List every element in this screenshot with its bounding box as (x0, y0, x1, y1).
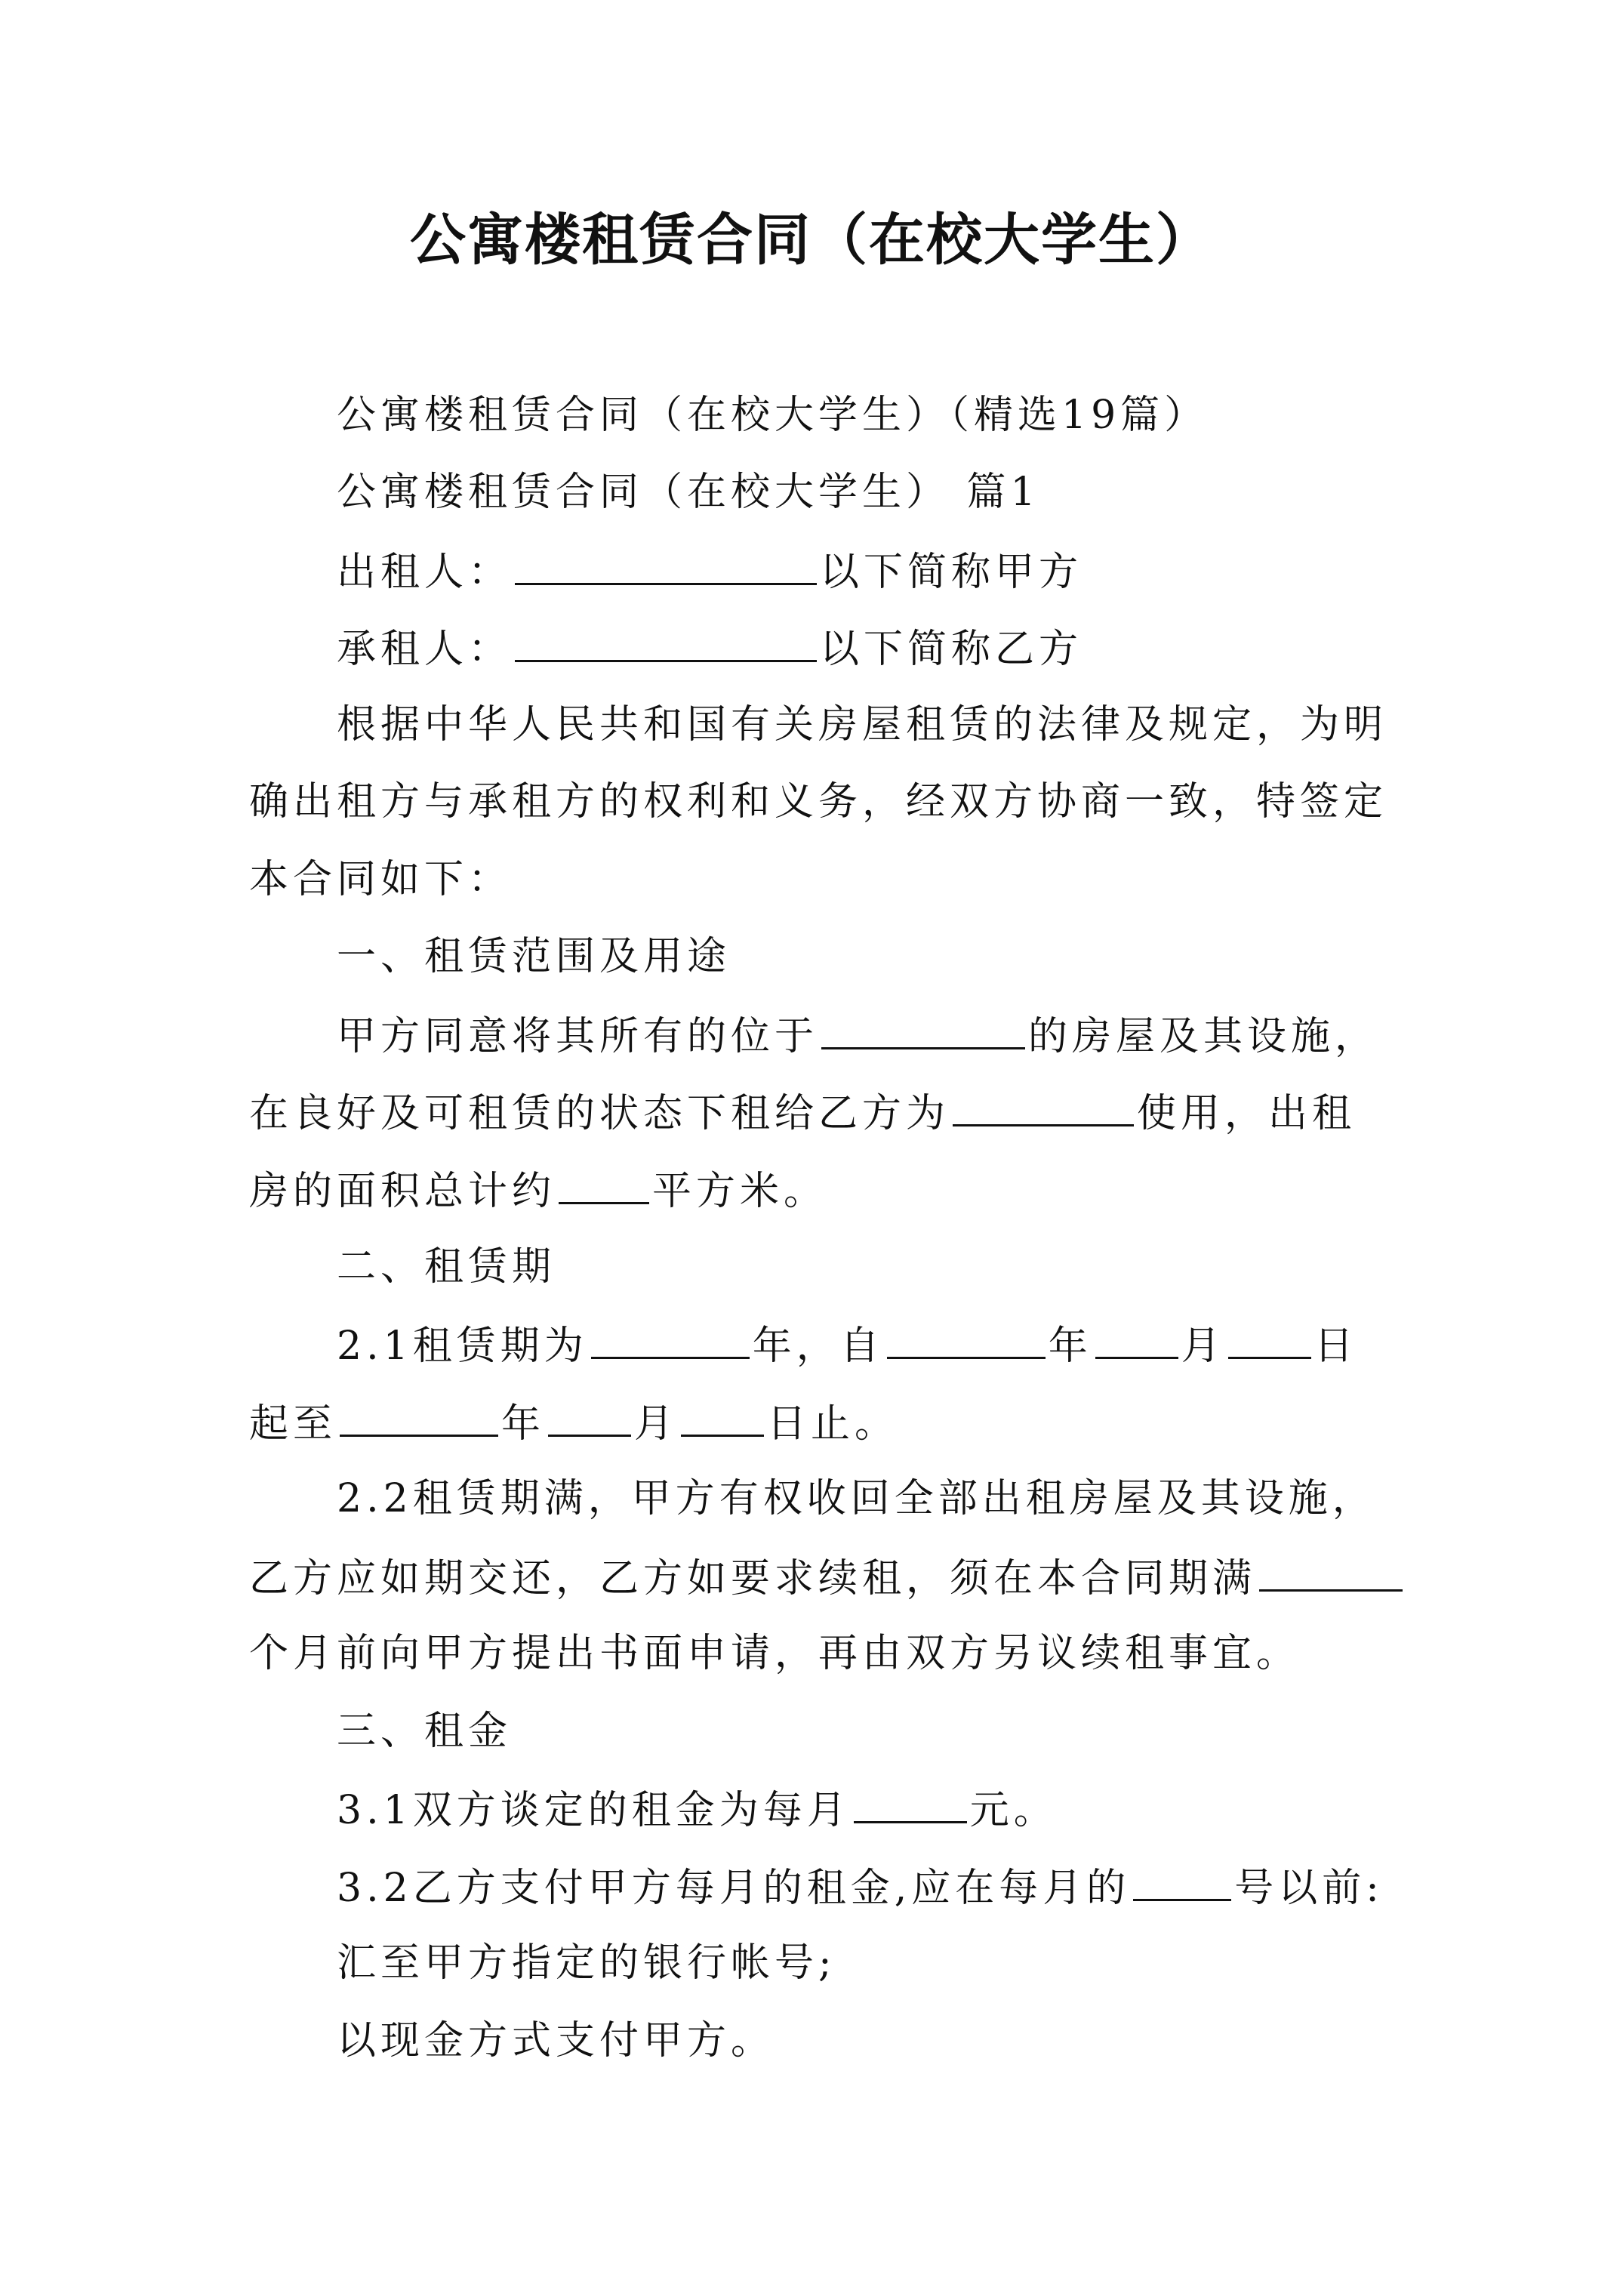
lessee-line (337, 621, 1083, 676)
area-blank[interactable] (559, 1163, 649, 1204)
start-day-blank[interactable] (1228, 1318, 1311, 1359)
paragraph-line (337, 1782, 1058, 1837)
paragraph-line: 本合同如下： (249, 857, 513, 902)
paragraph-line: 汇至甲方指定的银行帐号; (337, 1940, 836, 1986)
section-heading-1: 公寓楼租赁合同（在校大学生） 篇1 (337, 470, 1040, 515)
lessee-blank[interactable] (515, 621, 817, 662)
term-years-blank[interactable] (591, 1318, 750, 1359)
text-span: 在良好及可租赁的状态下租给乙方为 (249, 1091, 950, 1136)
renewal-notice-blank[interactable] (1259, 1550, 1403, 1592)
monthly-rent-blank[interactable] (854, 1782, 967, 1823)
location-blank[interactable] (821, 1008, 1025, 1049)
paragraph-line (337, 1860, 1384, 1915)
end-month-blank[interactable] (548, 1395, 631, 1437)
text-span: 号以前: (1234, 1866, 1384, 1911)
text-span: 乙方应如期交还，乙方如要求续租，须在本合同期满 (249, 1556, 1257, 1601)
lessor-label: 出租人： (337, 550, 513, 595)
text-span: 3.1双方谈定的租金为每月 (337, 1788, 851, 1833)
text-span: 年 (1048, 1324, 1092, 1369)
text-span: 年，自 (752, 1324, 884, 1369)
text-span: 2.1租赁期为 (337, 1324, 588, 1369)
lessor-line (337, 544, 1083, 599)
document-title: 公寓楼租赁合同（在校大学生） (410, 208, 1213, 273)
start-month-blank[interactable] (1095, 1318, 1178, 1359)
paragraph-line: 根据中华人民共和国有关房屋租赁的法律及规定，为明 (337, 702, 1388, 747)
lessor-blank[interactable] (515, 544, 817, 585)
paragraph-line (337, 1008, 1378, 1063)
paragraph-line: 以现金方式支付甲方。 (337, 2018, 775, 2063)
paragraph-line (337, 1318, 1358, 1373)
text-span: 月 (1181, 1324, 1225, 1369)
text-span: 甲方同意将其所有的位于 (337, 1014, 819, 1059)
text-span: 元。 (969, 1788, 1058, 1833)
text-span: 使用，出租 (1137, 1091, 1357, 1136)
purpose-blank[interactable] (953, 1085, 1134, 1126)
paragraph-line (249, 1395, 898, 1450)
lessee-suffix: 以下简称乙方 (820, 627, 1083, 672)
text-span: 房的面积总计约 (249, 1169, 556, 1214)
paragraph-line: 确出租方与承租方的权利和义务，经双方协商一致，特签定 (249, 779, 1388, 824)
text-span: 年 (501, 1401, 546, 1447)
text-span: 日 (1313, 1324, 1358, 1369)
text-span: 3.2乙方支付甲方每月的租金,应在每月的 (337, 1866, 1131, 1911)
lessor-suffix: 以下简称甲方 (820, 550, 1083, 595)
payment-day-blank[interactable] (1133, 1860, 1231, 1901)
paragraph-line: 2.2租赁期满，甲方有权收回全部出租房屋及其设施， (337, 1476, 1376, 1521)
subtitle-line: 公寓楼租赁合同（在校大学生）（精选19篇） (337, 393, 1209, 438)
text-span: 起至 (249, 1401, 337, 1447)
lessee-label: 承租人： (337, 627, 513, 672)
text-span: 月 (634, 1401, 679, 1447)
paragraph-line: 个月前向甲方提出书面申请，再由双方另议续租事宜。 (249, 1631, 1301, 1676)
text-span: 的房屋及其设施， (1028, 1014, 1379, 1059)
end-day-blank[interactable] (681, 1395, 764, 1437)
section-heading: 三、租金 (337, 1709, 513, 1754)
paragraph-line (249, 1085, 1356, 1140)
paragraph-line (249, 1550, 1406, 1605)
text-span: 平方米。 (652, 1169, 828, 1214)
section-heading: 一、租赁范围及用途 (337, 934, 731, 979)
section-heading: 二、租赁期 (337, 1244, 556, 1290)
start-year-blank[interactable] (887, 1318, 1046, 1359)
end-year-blank[interactable] (340, 1395, 498, 1437)
paragraph-line (249, 1163, 827, 1218)
text-span: 日止。 (767, 1401, 899, 1447)
